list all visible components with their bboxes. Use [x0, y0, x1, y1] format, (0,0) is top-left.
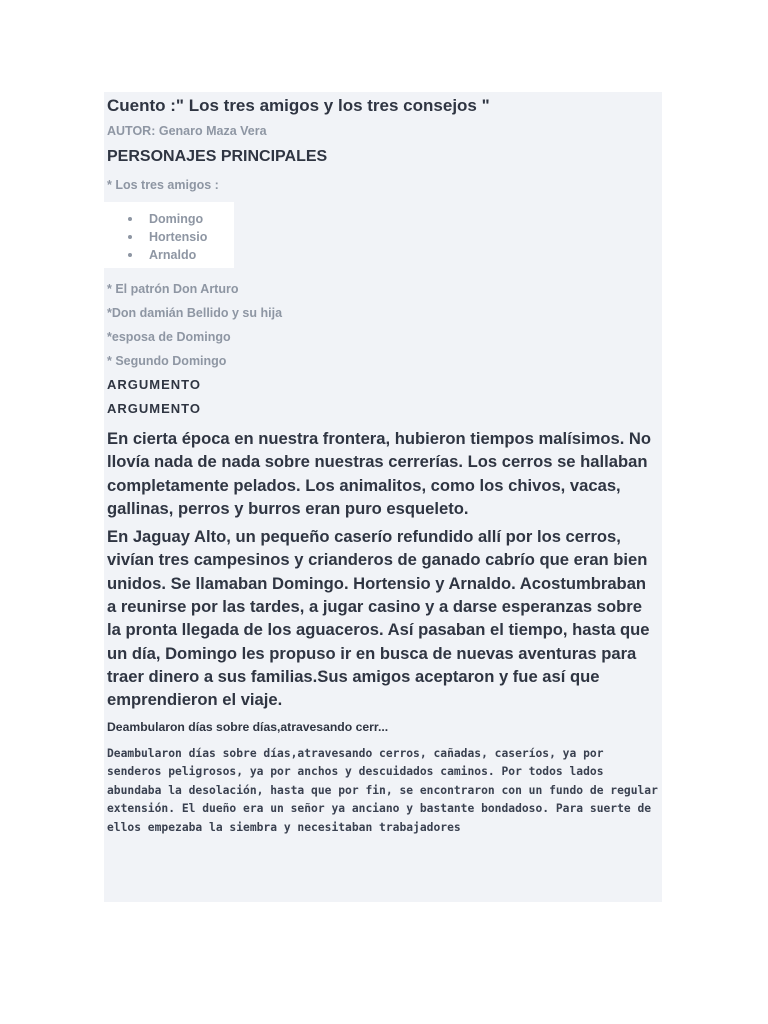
- author-line: AUTOR: Genaro Maza Vera: [107, 124, 267, 138]
- list-item: Arnaldo: [126, 246, 234, 264]
- character-item: *Don damián Bellido y su hija: [107, 306, 283, 320]
- document-content: [107, 92, 659, 838]
- character-item: *esposa de Domingo: [107, 330, 231, 344]
- section-heading: PERSONAJES PRINCIPALES: [107, 148, 328, 165]
- friends-list-box: [104, 202, 234, 268]
- argument-heading: ARGUMENTO: [107, 401, 201, 416]
- paragraph: En cierta época en nuestra frontera, hubieron tiempos malísimos. No llovía nada de nada sobre nuestras cerrerías. Los cerros se hallaban completamente pelados. Los animalitos, como los chivos, vacas, gallinas, perros y burros eran puro esqueleto.: [107, 429, 652, 518]
- list-item: Hortensio: [126, 228, 234, 246]
- argument-heading: ARGUMENTO: [107, 377, 201, 392]
- character-item: * El patrón Don Arturo: [107, 282, 239, 296]
- character-item: * Segundo Domingo: [107, 354, 227, 368]
- story-title: Cuento :" Los tres amigos y los tres consejos ": [107, 96, 490, 115]
- excerpt-line: Deambularon días sobre días,atravesando cerr...: [107, 719, 389, 734]
- friends-list: [104, 210, 234, 264]
- paragraph: En Jaguay Alto, un pequeño caserío refundido allí por los cerros, vivían tres campesinos y crianderos de ganado cabrío que eran bien unidos. Se llamaban Domingo. Hortensio y Arnaldo. Acostumbraban a reunirse por las tardes, a jugar casino y a darse esperanzas sobre la pronta llegada de los aguaceros. Así pasaban el tiempo, hasta que un día, Domingo les propuso ir en busca de nuevas aventuras para traer dinero a sus familias.Sus amigos aceptaron y fue así que emprendieron el viaje.: [107, 527, 650, 710]
- friends-label: * Los tres amigos :: [107, 178, 219, 192]
- paragraph: Deambularon días sobre días,atravesando cerros, cañadas, caseríos, ya por senderos peligrosos, ya por anchos y descuidados caminos. Por todos lados abundaba la desolación, hasta que por fin, se encontraron con un fundo de regular extensión. El dueño era un señor ya anciano y bastante bondadoso. Para suerte de ellos empezaba la siembra y necesitaban trabajadores: [107, 746, 658, 834]
- list-item: Domingo: [126, 210, 234, 228]
